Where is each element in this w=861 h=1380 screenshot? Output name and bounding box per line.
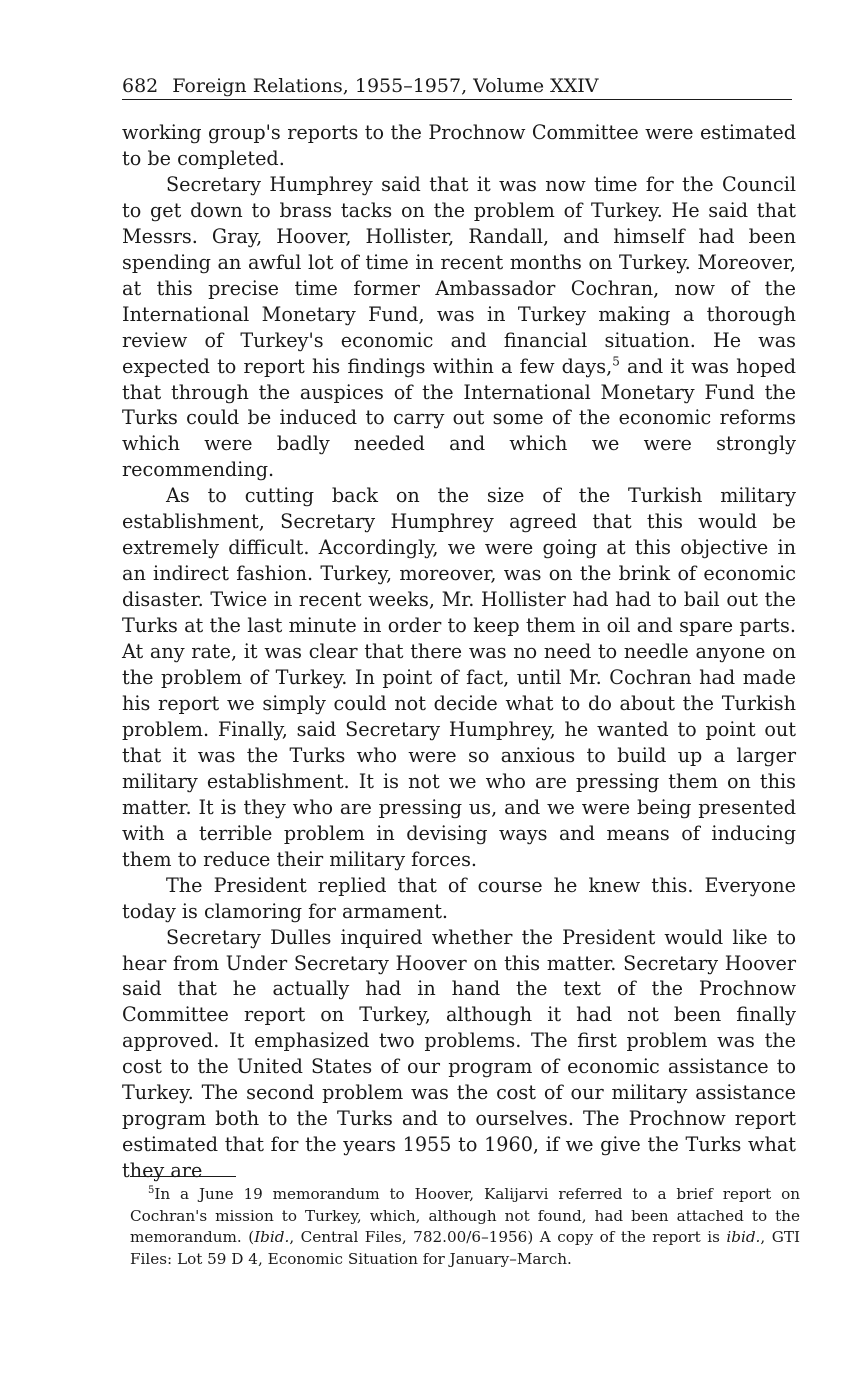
paragraph: The President replied that of course he knew this. Everyone today is clamoring for armament.	[122, 873, 796, 923]
footnote-text: , Central Files, 782.00/6–1956) A copy of the report is	[289, 1228, 727, 1246]
paragraph-text: Secretary Humphrey said that it was now time for the Council to get down to brass tacks on the problem of Turkey. He said that Messrs. Gray, Hoover, Hollister, Randall, and himself had been spending an awful lot of time in recent months on Turkey. Moreover, at this precise time former Ambassador Cochran, now of the International Monetary Fund, was in Turkey making a thorough review of Turkey's economic and financial situation. He was expected to report his findings within a few days,	[122, 172, 796, 378]
page-number: 682	[122, 75, 159, 97]
footnote-reference[interactable]: 5	[612, 354, 620, 369]
footnote-text: , GTI Files: Lot 59 D 4, Economic Situation for January–March.	[130, 1228, 800, 1268]
footnote-ibid: Ibid.	[254, 1228, 290, 1246]
footnote	[130, 1184, 800, 1270]
paragraph: working group's reports to the Prochnow Committee were estimated to be completed.	[122, 121, 796, 170]
footnote-ibid: ibid.	[726, 1228, 761, 1246]
paragraph	[122, 172, 796, 483]
paragraph-text: and it was hoped that through the auspices of the International Monetary Fund the Turks could be induced to carry out some of the economic reforms which were badly needed and which we were strongly recommending.	[122, 354, 797, 482]
running-head	[122, 74, 792, 100]
footnote-divider	[130, 1176, 236, 1177]
footnote-marker: 5	[148, 1184, 155, 1196]
paragraph: As to cutting back on the size of the Turkish military establishment, Secretary Humphrey agreed that this would be extremely difficult. Accordingly, we were going at this objective in an indirect fashion. Turkey, moreover, was on the brink of economic disaster. Twice in recent weeks, Mr. Hollister had had to bail out the Turks at the last minute in order to keep them in oil and spare parts. At any rate, it was clear that there was no need to needle anyone on the problem of Turkey. In point of fact, until Mr. Cochran had made his report we simply could not decide what to do about the Turkish problem. Finally, said Secretary Humphrey, he wanted to point out that it was the Turks who were so anxious to build up a larger military establishment. It is not we who are pressing them on this matter. It is they who are pressing us, and we were being presented with a terrible problem in devising ways and means of inducing them to reduce their military forces.	[122, 484, 796, 871]
paragraph: Secretary Dulles inquired whether the President would like to hear from Under Secretary Hoover on this matter. Secretary Hoover said that he actually had in hand the text of the Prochnow Committee report on Turkey, although it had not been finally approved. It emphasized two problems. The first problem was the cost to the United States of our program of economic assistance to Turkey. The second problem was the cost of our military assistance program both to the Turks and to ourselves. The Prochnow report estimated that for the years 1955 to 1960, if we give the Turks what they are	[122, 925, 796, 1183]
body-text	[122, 120, 796, 1184]
volume-title: Foreign Relations, 1955–1957, Volume XXIV	[172, 75, 599, 97]
footnote-text: In a June 19 memorandum to Hoover, Kalijarvi referred to a brief report on Cochran's mission to Turkey, which, although not found, had been attached to the memorandum. (	[130, 1185, 800, 1246]
